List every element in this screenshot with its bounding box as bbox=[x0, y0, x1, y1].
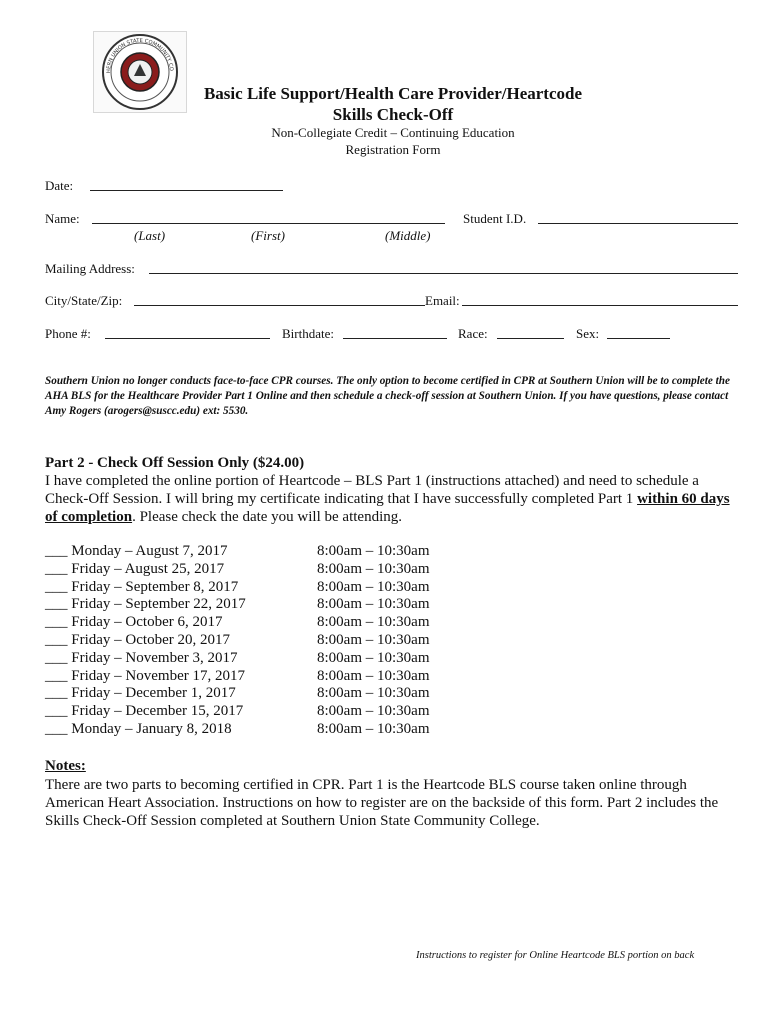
session-day: ___ Friday – October 6, 2017 bbox=[45, 614, 223, 631]
part2-paragraph bbox=[45, 472, 740, 526]
session-time: 8:00am – 10:30am bbox=[317, 614, 430, 631]
page-title-line-2: Skills Check-Off bbox=[332, 105, 454, 124]
session-time: 8:00am – 10:30am bbox=[317, 703, 430, 720]
session-day: ___ Friday – December 15, 2017 bbox=[45, 703, 244, 720]
date-field[interactable] bbox=[90, 178, 283, 191]
notes-heading: Notes: bbox=[45, 758, 86, 774]
email-field[interactable] bbox=[462, 293, 738, 306]
name-field[interactable] bbox=[92, 211, 445, 224]
session-day: ___ Friday – December 1, 2017 bbox=[45, 685, 236, 702]
session-time: 8:00am – 10:30am bbox=[317, 667, 430, 684]
birthdate-label: Birthdate: bbox=[282, 326, 334, 341]
session-day: ___ Friday – August 25, 2017 bbox=[45, 560, 225, 577]
first-name-hint: (First) bbox=[251, 228, 285, 243]
sex-label: Sex: bbox=[576, 326, 600, 341]
email-label: Email: bbox=[425, 293, 460, 308]
subtitle-credit: Non-Collegiate Credit – Continuing Education bbox=[271, 125, 515, 140]
session-day: ___ Friday – November 17, 2017 bbox=[45, 667, 245, 684]
name-label: Name: bbox=[45, 211, 80, 226]
date-label: Date: bbox=[45, 178, 74, 193]
part2-text-a: I have completed the online portion of Heartcode – BLS Part 1 (instructions attached) and need to schedule a Check-Off Session. I will bring my certificate indicating that I have successfully completed Part 1 bbox=[45, 473, 699, 507]
session-day: ___ Friday – September 8, 2017 bbox=[45, 578, 239, 595]
session-time: 8:00am – 10:30am bbox=[317, 543, 430, 559]
last-name-hint: (Last) bbox=[134, 228, 166, 243]
session-time: 8:00am – 10:30am bbox=[317, 596, 430, 613]
student-id-field[interactable] bbox=[538, 211, 738, 224]
city-state-zip-label: City/State/Zip: bbox=[45, 293, 123, 308]
session-time: 8:00am – 10:30am bbox=[317, 685, 430, 702]
birthdate-field[interactable] bbox=[343, 326, 447, 339]
session-time: 8:00am – 10:30am bbox=[317, 649, 430, 666]
race-label: Race: bbox=[458, 326, 488, 341]
sex-field[interactable] bbox=[607, 326, 670, 339]
session-day: ___ Friday – November 3, 2017 bbox=[45, 649, 238, 666]
phone-label: Phone #: bbox=[45, 326, 91, 341]
mailing-address-field[interactable] bbox=[149, 261, 738, 274]
page-title-line-1: Basic Life Support/Health Care Provider/Heartcode bbox=[203, 84, 583, 103]
seal-text: HERN UNION STATE COMMUNITY CO bbox=[105, 37, 175, 74]
cpr-notice: Southern Union no longer conducts face-to-face CPR courses. The only option to become certified in CPR at Southern Union will be to complete the AHA BLS for the Healthcare Provider Part 1 Online and then schedule a check-off session at Southern Union. If you have questions, please contact Amy Rogers (arogers@suscc.edu) ext: 5530. bbox=[45, 375, 730, 417]
city-state-zip-field[interactable] bbox=[134, 293, 425, 306]
session-day: ___ Monday – January 8, 2018 bbox=[45, 721, 232, 737]
notes-text: There are two parts to becoming certified in CPR. Part 1 is the Heartcode BLS course taken online through American Heart Association. Instructions on how to register are on the backside of this form. Part 2 includes the Skills Check-Off Session completed at Southern Union State Community College. bbox=[45, 777, 719, 829]
footer-instructions: Instructions to register for Online Heartcode BLS portion on back bbox=[416, 950, 695, 961]
session-day: ___ Friday – September 22, 2017 bbox=[45, 596, 246, 613]
part2-text-b: . Please check the date you will be attending. bbox=[132, 509, 402, 525]
session-time: 8:00am – 10:30am bbox=[317, 560, 430, 577]
session-day: ___ Friday – October 20, 2017 bbox=[45, 632, 230, 648]
middle-name-hint: (Middle) bbox=[385, 228, 431, 243]
subtitle-form: Registration Form bbox=[345, 142, 441, 157]
session-day: ___ Monday – August 7, 2017 bbox=[45, 543, 228, 559]
mailing-address-label: Mailing Address: bbox=[45, 261, 135, 276]
race-field[interactable] bbox=[497, 326, 564, 339]
session-time: 8:00am – 10:30am bbox=[317, 721, 430, 737]
part2-emphasis: within 60 days of completion bbox=[45, 491, 730, 525]
session-time: 8:00am – 10:30am bbox=[317, 632, 430, 648]
student-id-label: Student I.D. bbox=[463, 211, 527, 226]
part2-title: Part 2 - Check Off Session Only ($24.00) bbox=[45, 455, 305, 471]
session-time: 8:00am – 10:30am bbox=[317, 578, 430, 595]
phone-field[interactable] bbox=[105, 326, 270, 339]
